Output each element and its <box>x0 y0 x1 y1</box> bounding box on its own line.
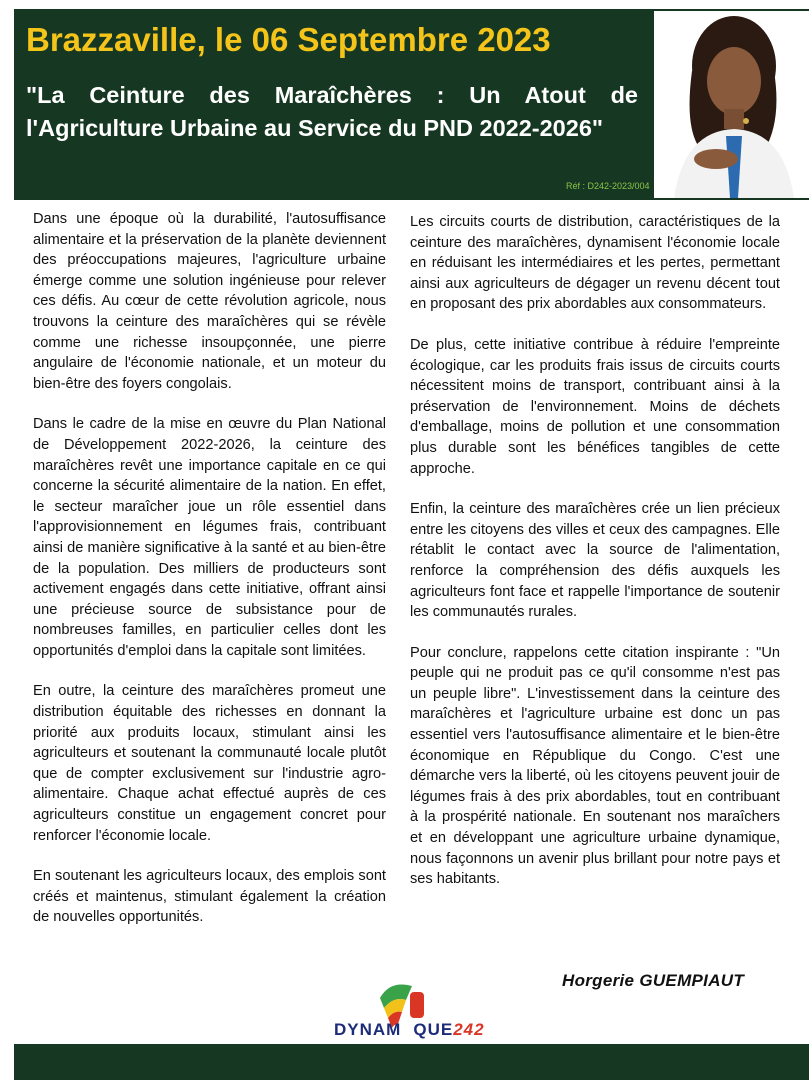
right-column <box>410 212 780 910</box>
date-line: Brazzaville, le 06 Septembre 2023 <box>26 21 551 58</box>
left-column <box>33 209 386 948</box>
dynamique-logo: DYNAM QUE242 <box>334 1020 485 1039</box>
footer-bar <box>14 1044 809 1080</box>
paragraph: Dans une époque où la durabilité, l'autosuffisance alimentaire et la préservation de la planète deviennent des préoccupations majeures, l'agriculture urbaine émerge comme une solution ingénieuse pour relever ces défis. Au cœur de cette révolution agricole, nous trouvons la ceinture des maraîchères qui se révèle comme une richesse insoupçonnée, une pierre angulaire de l'économie nationale, et un moteur du bien-être des foyers congolais. <box>33 211 386 392</box>
paragraph: Pour conclure, rappelons cette citation inspirante : "Un peuple qui ne produit pas ce qu'il consomme n'est pas un peuple libre". L'investissement dans la ceinture des maraîchères et l'agriculture urbaine est donc un pas essentiel vers l'autosuffisance alimentaire et le bien-être économique en République du Congo. C'est une démarche vers la liberté, où les citoyens peuvent jouir de légumes frais à des prix abordables, tout en contribuant à la prospérité nationale. En soutenant nos maraîchers et en développant une agriculture urbaine dynamique, nous façonnons un avenir plus brillant pour notre pays et ses habitants. <box>410 644 780 888</box>
header-banner <box>14 9 809 200</box>
article-title: "La Ceinture des Maraîchères : Un Atout de l'Agriculture Urbaine au Service du PND 2022-2026" <box>26 82 638 141</box>
paragraph: En outre, la ceinture des maraîchères promeut une distribution équitable des richesses en donnant la priorité aux produits locaux, stimulant ainsi les agriculteurs et soutenant la communauté locale plutôt que de compter exclusivement sur l'industrie agro-alimentaire. Chaque achat effectué auprès de ces agriculteurs constitue un engagement concret pour renforcer l'économie locale. <box>33 683 386 844</box>
author-portrait <box>654 11 809 198</box>
paragraph: Les circuits courts de distribution, caractéristiques de la ceinture des maraîchères, dynamisent l'économie locale en réduisant les intermédiaires et les pertes, permettant ainsi aux agriculteurs de dégager un revenu décent tout en proposant des prix abordables aux consommateurs. <box>410 214 780 313</box>
reference-number: Réf : D242-2023/004 <box>566 181 650 191</box>
author-signature: Horgerie GUEMPIAUT <box>562 971 745 990</box>
paragraph: De plus, cette initiative contribue à réduire l'empreinte écologique, car les produits frais issus de circuits courts nécessitent moins de transport, contribuant ainsi à la préservation de l'environnement. Moins de déchets d'emballage, moins de pollution et une consommation plus durable sont les bénéfices tangibles de cette approche. <box>410 336 780 477</box>
paragraph: Enfin, la ceinture des maraîchères crée un lien précieux entre les citoyens des villes et ceux des campagnes. Elle rétablit le contact avec la source de l'alimentation, renforce la compréhension des défis auxquels les agriculteurs font face et rappelle l'importance de soutenir les communautés rurales. <box>410 501 780 621</box>
paragraph: En soutenant les agriculteurs locaux, des emplois sont créés et maintenus, stimulant également la création de nouvelles opportunités. <box>33 868 386 926</box>
paragraph: Dans le cadre de la mise en œuvre du Plan National de Développement 2022-2026, la ceinture des maraîchères revêt une importance capitale en ce qui concerne la sécurité alimentaire de la nation. En effet, le secteur maraîcher joue un rôle essentiel dans l'approvisionnement en légumes frais, contribuant ainsi de manière significative à la santé et au bien-être de la population. Des milliers de producteurs sont activement engagés dans cette initiative, offrant ainsi une précieuse source de subsistance pour de nombreuses familles, en particulier celles dont les opportunités d'emploi dans la capitale sont limitées. <box>33 416 386 659</box>
